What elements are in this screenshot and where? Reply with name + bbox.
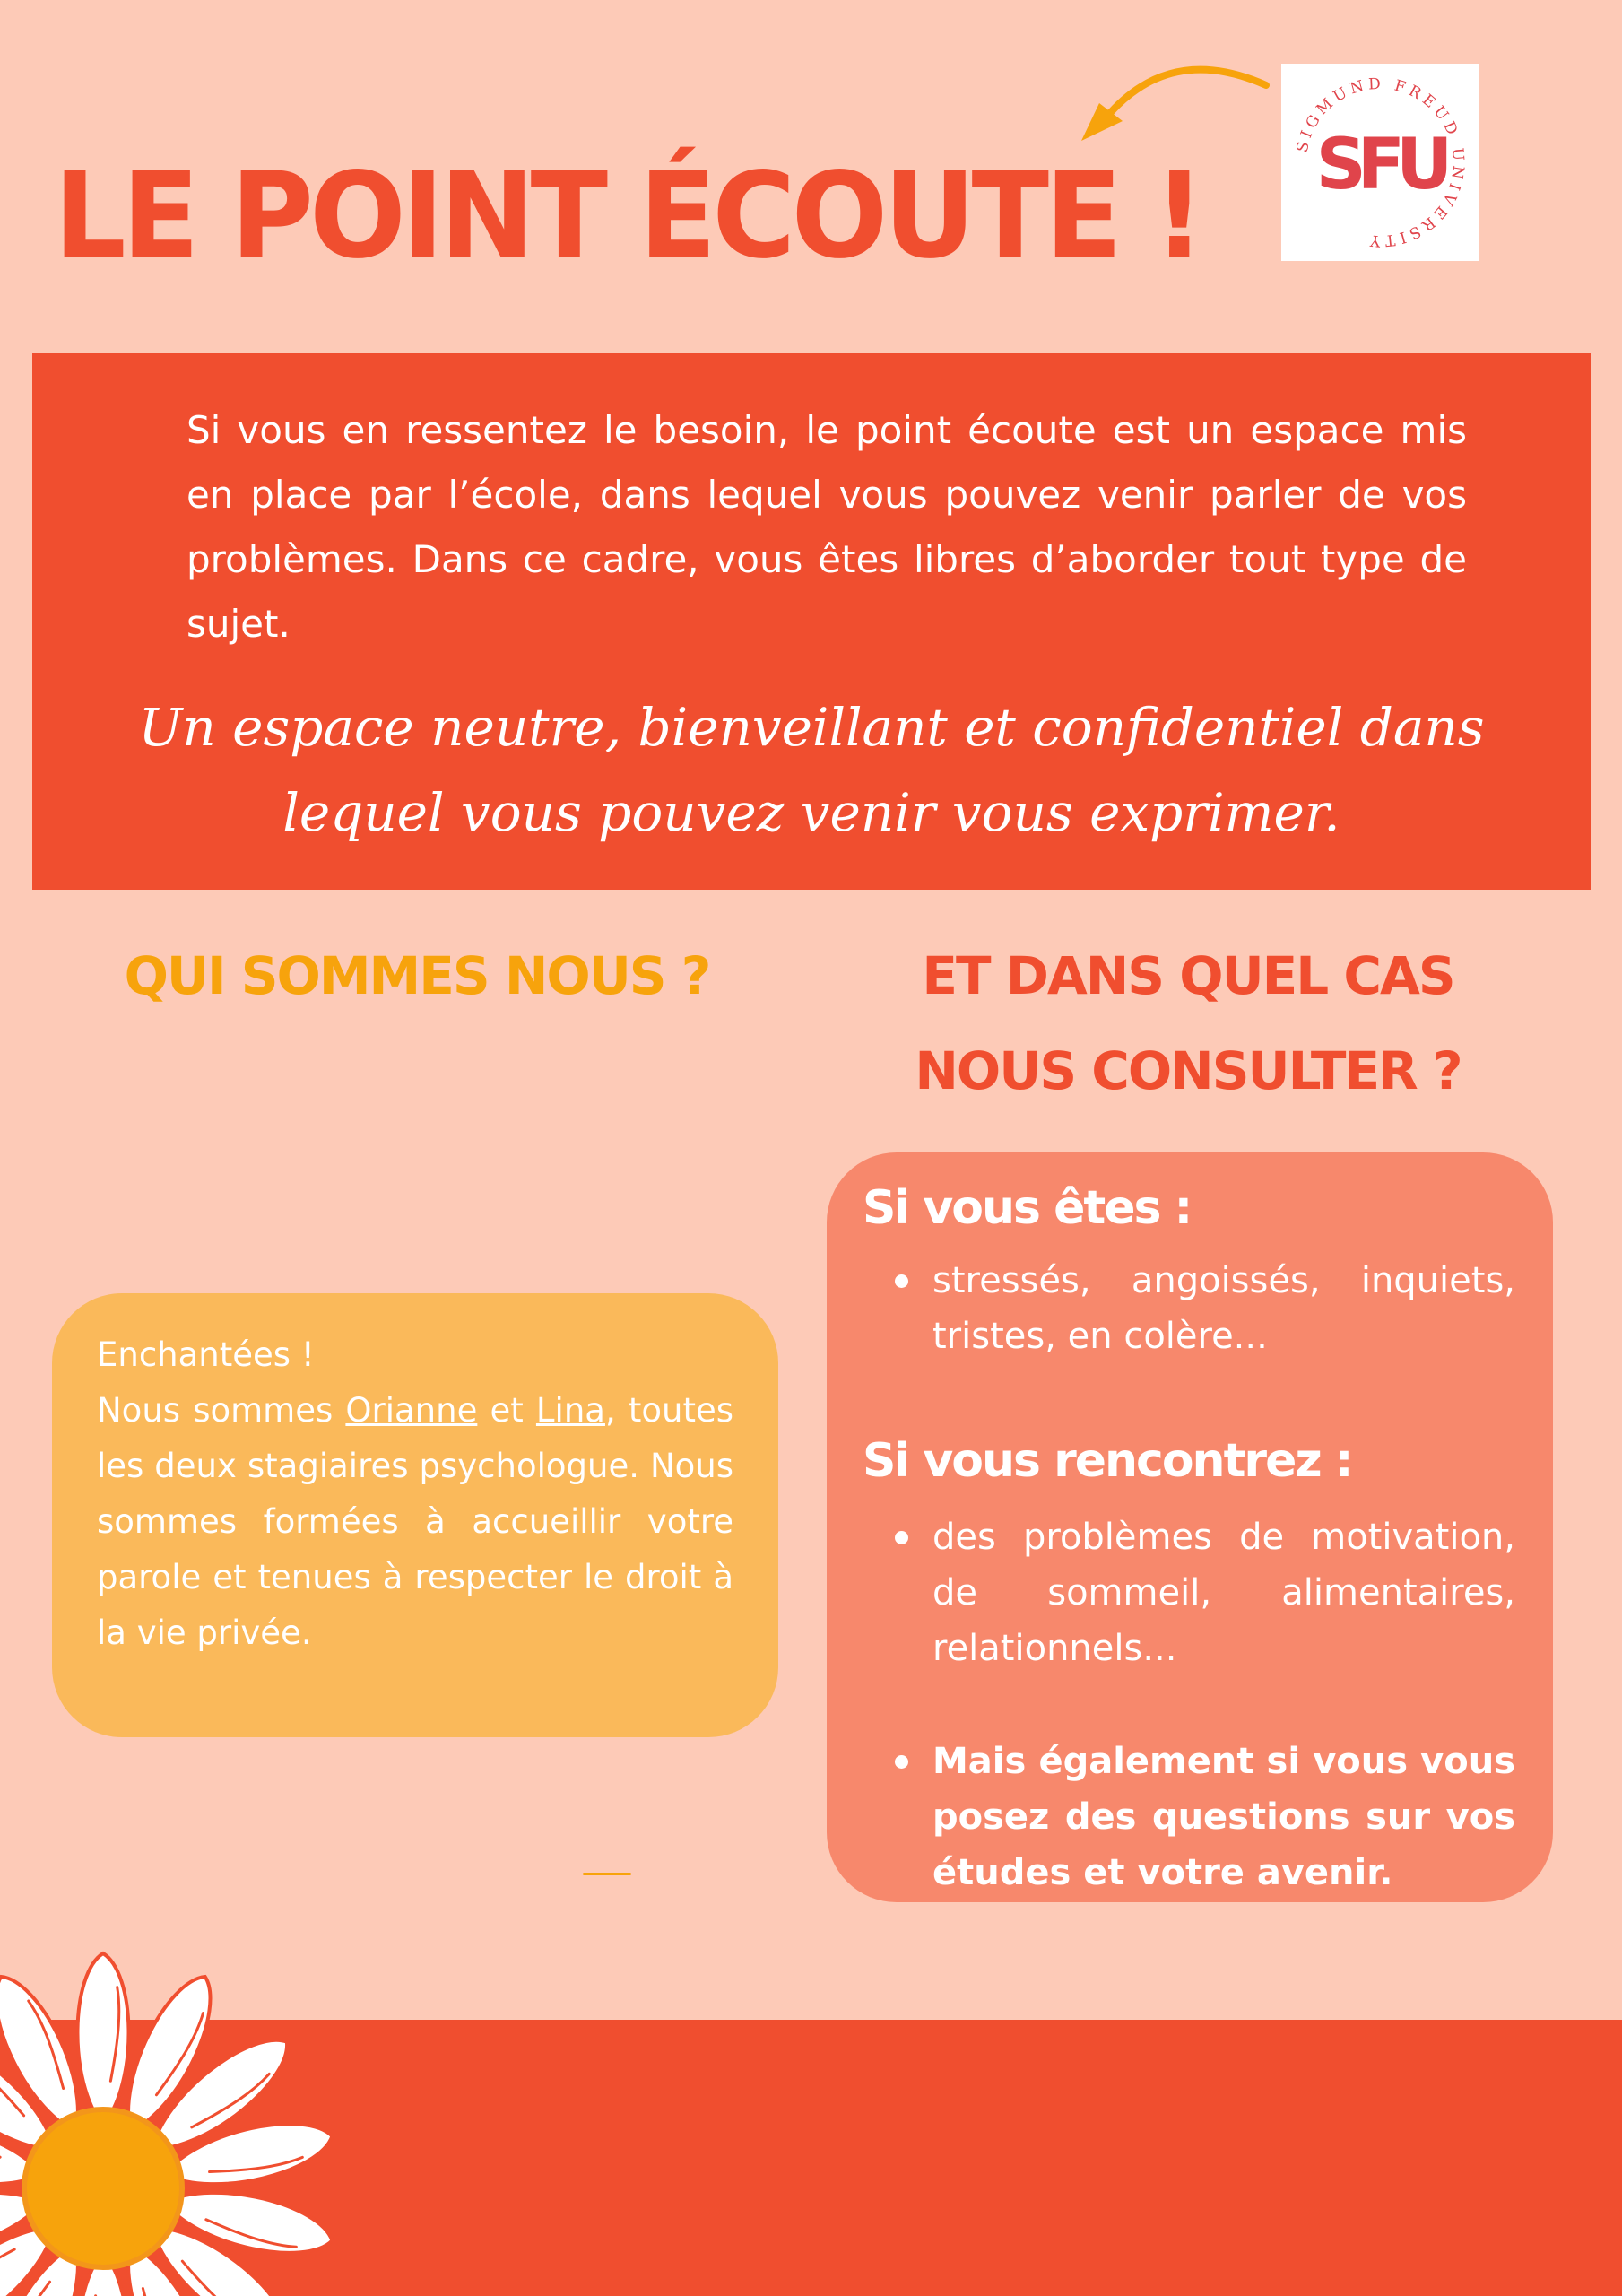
bullet-icon: [895, 1531, 908, 1544]
name-lina: Lina: [535, 1391, 605, 1430]
who-description: Nous sommes Orianne et Lina, toutes les deux stagiaires psychologue. Nous sommes formées à accueillir votre parole et tenues à respecter le droit à la vie privée.: [97, 1391, 734, 1652]
section-title-problems: Si vous rencontrez :: [863, 1434, 1352, 1488]
feelings-list: [932, 1253, 1515, 1364]
list-item: des problèmes de motivation, de sommeil, alimentaires, relationnels...: [932, 1509, 1515, 1676]
who-box: [52, 1293, 778, 1737]
intro-text: Si vous en ressentez le besoin, le point écoute est un espace mis en place par l’école, dans lequel vous pouvez venir parler de vos problèmes. Dans ce cadre, vous êtes libres d’aborder tout type de sujet.: [186, 408, 1467, 646]
list-item: Mais également si vous vous posez des questions sur vos études et votre avenir.: [932, 1734, 1515, 1900]
intro-tagline: Un espace neutre, bienveillant et confidentiel dans lequel vous pouvez venir vous exprimer.: [138, 697, 1485, 843]
page-title: LE POINT ÉCOUTE !: [54, 147, 1201, 285]
logo-ring-text: SIGMUND FREUD UNIVERSITY: [1293, 74, 1468, 250]
curved-arrow-icon: [1067, 58, 1278, 157]
bullet-icon: [895, 1274, 908, 1288]
daisy-flower-icon: [0, 1883, 412, 2296]
name-orianne: Orianne: [345, 1391, 478, 1430]
extra-list: [932, 1734, 1515, 1900]
when-box: [827, 1152, 1553, 1902]
decorative-dash: [583, 1873, 631, 1875]
logo-seal: [1281, 64, 1479, 261]
bullet-icon: [895, 1755, 908, 1769]
who-greeting: Enchantées !: [97, 1335, 315, 1374]
intro-banner: [32, 353, 1591, 890]
when-heading: ET DANS QUEL CAS NOUS CONSULTER ?: [915, 945, 1462, 1101]
section-title-feelings: Si vous êtes :: [863, 1181, 1192, 1235]
logo-monogram: SFU: [1315, 125, 1444, 205]
list-item: stressés, angoissés, inquiets, tristes, en colère...: [932, 1253, 1515, 1364]
problems-list: [932, 1509, 1515, 1676]
university-logo: [1281, 64, 1479, 261]
who-heading: QUI SOMMES NOUS ?: [124, 945, 710, 1006]
